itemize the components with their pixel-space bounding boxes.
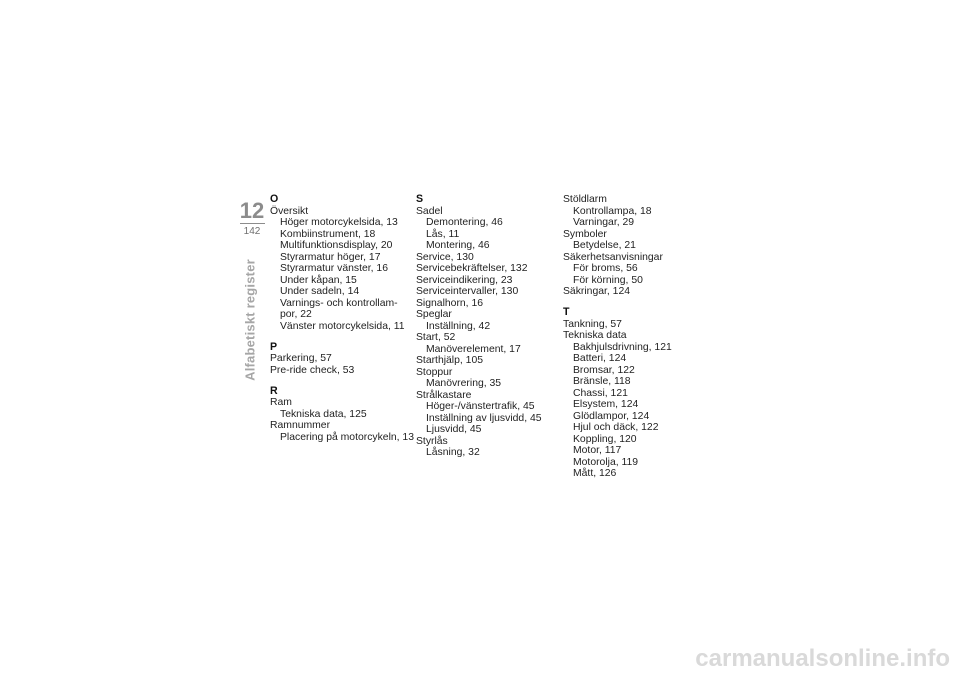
index-section bbox=[270, 194, 420, 332]
index-subentry: Koppling, 120 bbox=[573, 433, 637, 445]
index-column-1 bbox=[270, 194, 420, 443]
index-entry: Tekniska data bbox=[563, 330, 627, 341]
section-letter: T bbox=[563, 306, 570, 318]
index-entry: Starthjälp, 105 bbox=[416, 355, 484, 366]
index-entry: Parkering, 57 bbox=[270, 353, 332, 364]
index-subentry: Demontering, 46 bbox=[426, 217, 503, 228]
index-entry: Översikt bbox=[270, 205, 309, 217]
index-subentry: Montering, 46 bbox=[426, 240, 490, 251]
index-subentry: Ljusvidd, 45 bbox=[426, 424, 482, 435]
index-entry: Ramnummer bbox=[270, 420, 331, 431]
index-subentry: Under kåpan, 15 bbox=[280, 274, 357, 286]
index-section bbox=[416, 194, 566, 459]
section-letter: S bbox=[416, 193, 424, 205]
index-subentry: Höger-/vänstertrafik, 45 bbox=[426, 401, 535, 412]
index-subentry: Hjul och däck, 122 bbox=[573, 422, 659, 433]
index-subentry: Betydelse, 21 bbox=[573, 240, 636, 251]
index-column-2 bbox=[416, 194, 566, 459]
index-subentry: Inställning, 42 bbox=[426, 320, 491, 332]
index-entry: Säkerhetsanvisningar bbox=[563, 251, 663, 263]
chapter-number: 12 bbox=[239, 198, 265, 223]
index-entry: Start, 52 bbox=[416, 332, 456, 343]
index-subentry: Bromsar, 122 bbox=[573, 364, 635, 376]
index-subentry: Vänster motorcykelsida, 11 bbox=[280, 320, 405, 332]
index-entry: Strålkastare bbox=[416, 389, 472, 401]
section-letter: R bbox=[270, 384, 278, 397]
index-entry: Tankning, 57 bbox=[563, 318, 622, 330]
index-subentry: Inställning av ljusvidd, 45 bbox=[426, 412, 542, 424]
index-section bbox=[563, 194, 713, 298]
index-subentry: Höger motorcykelsida, 13 bbox=[280, 217, 398, 228]
index-section bbox=[270, 342, 420, 377]
index-subentry: Placering på motorcykeln, 13 bbox=[280, 431, 414, 443]
index-entry: Stoppur bbox=[416, 366, 453, 378]
index-subentry: Varningar, 29 bbox=[573, 217, 635, 228]
index-subentry: För broms, 56 bbox=[573, 263, 638, 274]
index-subentry: Tekniska data, 125 bbox=[280, 408, 367, 420]
index-entry: Symboler bbox=[563, 228, 607, 240]
index-entry: Stöldlarm bbox=[563, 194, 607, 205]
page-number: 142 bbox=[243, 226, 261, 237]
index-subentry: Kombiinstrument, 18 bbox=[280, 228, 376, 240]
index-subentry: För körning, 50 bbox=[573, 274, 643, 286]
index-subentry: Styrarmatur höger, 17 bbox=[280, 251, 381, 263]
index-subentry: Lås, 11 bbox=[426, 228, 460, 240]
index-subentry: Manövrering, 35 bbox=[426, 378, 502, 389]
index-subentry: Motor, 117 bbox=[573, 445, 622, 456]
index-subentry: Bakhjulsdrivning, 121 bbox=[573, 341, 672, 353]
index-entry: Pre-ride check, 53 bbox=[270, 364, 355, 376]
index-column-3 bbox=[563, 194, 713, 480]
chapter-title: Alfabetiskt register bbox=[242, 259, 258, 381]
index-entry: Signalhorn, 16 bbox=[416, 297, 484, 309]
index-subentry: Varnings- och kontrollam- bbox=[280, 297, 398, 309]
index-subentry: Manöverelement, 17 bbox=[426, 343, 521, 355]
index-subentry: Kontrollampa, 18 bbox=[573, 205, 652, 217]
watermark: carmanualsonline.info bbox=[695, 645, 950, 672]
index-subentry: Mått, 126 bbox=[573, 468, 617, 479]
index-section bbox=[270, 386, 420, 444]
index-entry: Säkringar, 124 bbox=[563, 286, 631, 297]
index-subentry: por, 22 bbox=[280, 309, 312, 320]
index-entry: Servicebekräftelser, 132 bbox=[416, 263, 528, 274]
index-entry: Serviceintervaller, 130 bbox=[416, 286, 519, 297]
index-entry: Sadel bbox=[416, 205, 443, 217]
index-subentry: Batteri, 124 bbox=[573, 353, 627, 364]
index-subentry: Under sadeln, 14 bbox=[280, 286, 360, 297]
index-subentry: Motorolja, 119 bbox=[573, 456, 639, 468]
index-subentry: Bränsle, 118 bbox=[573, 376, 631, 387]
index-subentry: Låsning, 32 bbox=[426, 447, 480, 458]
index-entry: Serviceindikering, 23 bbox=[416, 274, 513, 286]
index-section bbox=[563, 307, 713, 480]
index-subentry: Elsystem, 124 bbox=[573, 399, 639, 410]
index-entry: Speglar bbox=[416, 309, 452, 320]
index-entry: Service, 130 bbox=[416, 251, 474, 263]
section-letter: O bbox=[270, 193, 279, 205]
index-entry: Ram bbox=[270, 397, 292, 408]
index-subentry: Glödlampor, 124 bbox=[573, 410, 650, 422]
chapter-divider bbox=[240, 223, 265, 224]
index-entry: Styrlås bbox=[416, 435, 448, 447]
index-subentry: Multifunktionsdisplay, 20 bbox=[280, 240, 393, 251]
index-subentry: Chassi, 121 bbox=[573, 387, 628, 399]
index-subentry: Styrarmatur vänster, 16 bbox=[280, 263, 388, 274]
section-letter: P bbox=[270, 340, 278, 353]
